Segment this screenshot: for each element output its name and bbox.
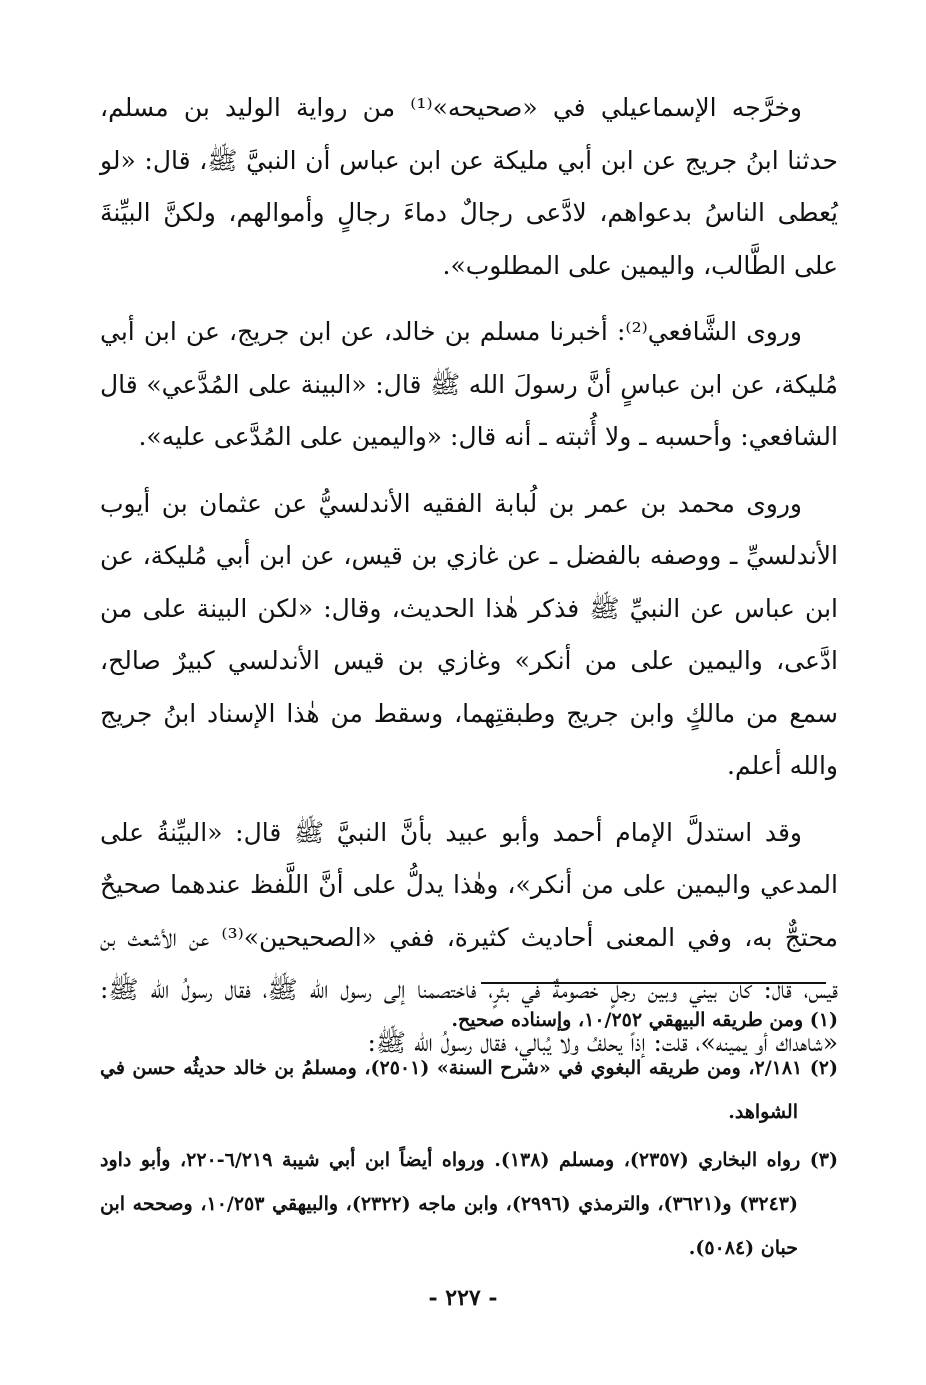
footnote-2: (٢) ٢/١٨١، ومن طريقه البغوي في «شرح السنة» (٢٥٠١)، ومسلمُ بن خالد حديثُه حسن في الشواهد. [100,1057,838,1123]
footnotes [100,998,838,1274]
main-text [100,82,838,1075]
footnote-3: (٣) رواه البخاري (٢٣٥٧)، ومسلم (١٣٨). ورواه أيضاً ابن أبي شيبة ٦/٢١٩-٢٢٠، وأبو داود (٣٢٤٣) و(٣٦٢١)، والترمذي (٢٩٩٦)، وابن ماجه (٢٣٢٢)، والبيهقي ١٠/٢٥٣، وصححه ابن حبان (٥٠٨٤). [100,1149,838,1259]
paragraph-2: وروى الشَّافعي⁽²⁾: أخبرنا مسلم بن خالد، عن ابن جريج، عن ابن أبي مُليكة، عن ابن عباسٍ أنَّ رسولَ الله ﷺ قال: «البينة على المُدَّعي» قال الشافعي: وأحسبه ـ ولا أُثبته ـ أنه قال: «واليمين على المُدَّعى عليه». [100,317,838,451]
paragraph-1: وخرَّجه الإسماعيلي في «صحيحه»⁽¹⁾ من رواية الوليد بن مسلم، حدثنا ابنُ جريج عن ابن أبي مليكة عن ابن عباس أن النبيَّ ﷺ، قال: «لو يُعطى الناسُ بدعواهم، لادَّعى رجالٌ دماءَ رجالٍ وأموالهم، ولكنَّ البيِّنةَ على الطَّالب، واليمين على المطلوب». [100,93,838,280]
page-number: - ٢٢٧ - [428,1285,498,1311]
paragraph-4: وقد استدلَّ الإمام أحمد وأبو عبيد بأنَّ النبيَّ ﷺ قال: «البيِّنةُ على المدعي واليمين على من أنكر»، وهٰذا يدلُّ على أنَّ اللَّفظ عندهما صحيحٌ محتجٌّ به، وفي المعنى أحاديث كثيرة، ففي «الصحيحين»⁽³⁾ عن الأشعث بن قيس، قال: كان بيني وبين رجلٍ خصومةٌ في بئرٍ، فاختصمنا إلى رسول الله ﷺ، فقال رسولُ الله ﷺ: «شاهداك أو يمينه»، قلت: إذاً يحلفُ ولا يُبالي، فقال رسولُ الله ﷺ: [100,817,838,1057]
footnote-separator [481,982,826,984]
footnote-1: (١) ومن طريقه البيهقي ١٠/٢٥٢، وإسناده صحيح. [451,1009,838,1031]
paragraph-3: وروى محمد بن عمر بن لُبابة الفقيه الأندلسيُّ عن عثمان بن أيوب الأندلسيِّ ـ ووصفه بالفضل ـ عن غازي بن قيس، عن ابن أبي مُليكة، عن ابن عباس عن النبيِّ ﷺ فذكر هٰذا الحديث، وقال: «لكن البينة على من ادَّعى، واليمين على من أنكر» وغازي بن قيس الأندلسي كبيرٌ صالح، سمع من مالكٍ وابن جريج وطبقتِهما، وسقط من هٰذا الإسناد ابنُ جريج والله أعلم. [100,488,838,780]
